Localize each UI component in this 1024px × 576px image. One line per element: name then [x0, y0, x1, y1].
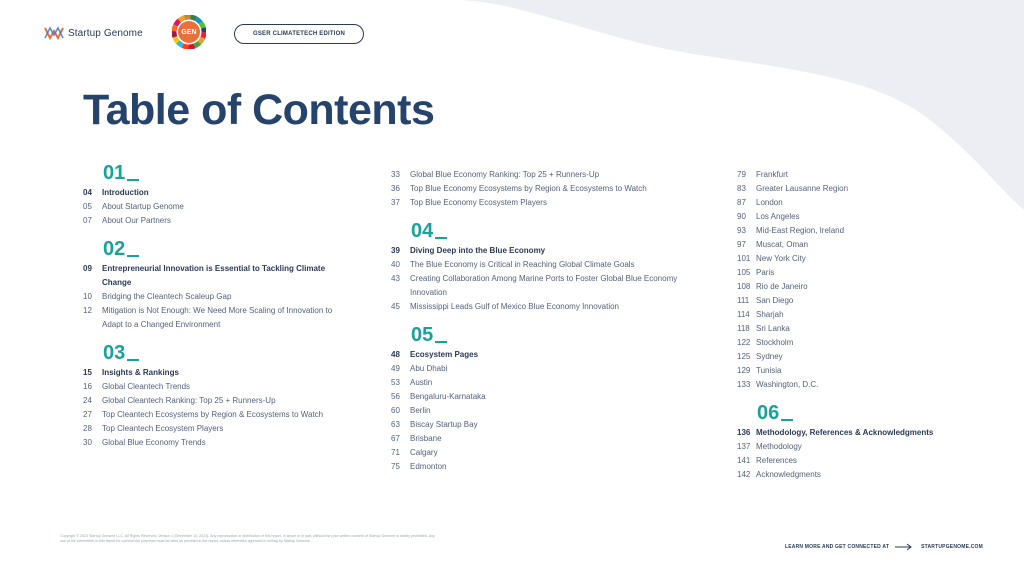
toc-page-number: 45: [391, 302, 400, 311]
toc-entry[interactable]: [737, 168, 997, 182]
copyright-text: Copyright © 2023 Startup Genome LLC. All Rights Reserved. Version 1 (December 14, 2023). Any reproduction or distribution of this report, in whole or in part, without the prior written consent of Startup Genome is strictly prohibited. Any use of the information in this report for commercial purposes must be cited as provided in the report, unless otherwise approved in writing by Startup Genome.: [60, 534, 435, 543]
toc-page-number: 33: [391, 170, 400, 179]
toc-page-number: 28: [83, 424, 92, 433]
brand-name: Startup Genome: [68, 27, 143, 39]
toc-entry-title: Calgary: [410, 448, 438, 457]
toc-entry-title: Los Angeles: [756, 212, 800, 221]
toc-entry[interactable]: [391, 376, 691, 390]
toc-entry[interactable]: [737, 322, 997, 336]
toc-entry[interactable]: [737, 210, 997, 224]
toc-entry[interactable]: [391, 432, 691, 446]
section-number-label: 01: [103, 162, 126, 184]
toc-page-number: 83: [737, 184, 746, 193]
toc-entry[interactable]: [737, 252, 997, 266]
toc-entry-title: Top Cleantech Ecosystem Players: [102, 424, 224, 433]
toc-page-number: 97: [737, 240, 746, 249]
toc-page-number: 37: [391, 198, 400, 207]
toc-page-number: 49: [391, 364, 400, 373]
toc-page-number: 75: [391, 462, 400, 471]
toc-page-number: 43: [391, 274, 400, 283]
toc-entry[interactable]: [737, 454, 997, 468]
toc-page-number: 93: [737, 226, 746, 235]
toc-page-number: 05: [83, 202, 92, 211]
toc-column-2: [391, 168, 691, 474]
toc-entry[interactable]: [83, 290, 333, 304]
toc-entry-title: Mitigation is Not Enough: We Need More Scaling of Innovation to Adapt to a Changed Environment: [102, 306, 333, 329]
toc-page-number: 136: [737, 428, 751, 437]
toc-entry-title: Biscay Startup Bay: [410, 420, 478, 429]
toc-section-heading[interactable]: [83, 262, 333, 290]
section-number: [757, 400, 997, 426]
toc-section-heading[interactable]: [737, 426, 997, 440]
toc-entry[interactable]: [83, 200, 333, 214]
toc-entry-title: Frankfurt: [756, 170, 789, 179]
arrow-right-icon: [895, 543, 915, 551]
toc-entry-title: Sharjah: [756, 310, 784, 319]
startup-genome-mark-icon: [44, 26, 64, 40]
toc-entry-title: Top Blue Economy Ecosystems by Region & Ecosystems to Watch: [410, 184, 647, 193]
toc-page-number: 07: [83, 216, 92, 225]
toc-entry[interactable]: [391, 404, 691, 418]
toc-page-number: 101: [737, 254, 751, 263]
toc-entry-title: Methodology: [756, 442, 802, 451]
toc-entry-title: Global Cleantech Trends: [102, 382, 191, 391]
toc-entry-title: Sri Lanka: [756, 324, 790, 333]
toc-entry[interactable]: [737, 280, 997, 294]
toc-entry[interactable]: [737, 294, 997, 308]
toc-entry[interactable]: [737, 238, 997, 252]
section-underscore: [127, 179, 139, 181]
toc-page-number: 16: [83, 382, 92, 391]
toc-entry[interactable]: [83, 408, 333, 422]
toc-section-heading[interactable]: [391, 244, 691, 258]
section-number-label: 03: [103, 342, 126, 364]
section-number: [103, 236, 333, 262]
toc-page-number: 63: [391, 420, 400, 429]
toc-entry[interactable]: [391, 258, 691, 272]
toc-page-number: 125: [737, 352, 751, 361]
toc-column-1: [83, 160, 333, 450]
section-number: [411, 218, 691, 244]
section-number: [103, 340, 333, 366]
toc-page-number: 24: [83, 396, 92, 405]
cta-text: LEARN MORE AND GET CONNECTED AT: [785, 544, 890, 550]
toc-page-number: 114: [737, 310, 750, 319]
toc-page-number: 09: [83, 264, 92, 273]
edition-badge: GSER CLIMATETECH EDITION: [234, 24, 364, 44]
toc-entry[interactable]: [737, 468, 997, 482]
toc-page-number: 10: [83, 292, 92, 301]
toc-entry-title: Edmonton: [410, 462, 447, 471]
toc-entry-title: Bridging the Cleantech Scaleup Gap: [102, 292, 232, 301]
toc-entry[interactable]: [737, 336, 997, 350]
section-number-label: 04: [411, 220, 434, 242]
toc-entry-title: The Blue Economy is Critical in Reaching Global Climate Goals: [410, 260, 635, 269]
toc-page-number: 118: [737, 324, 750, 333]
toc-entry[interactable]: [737, 196, 997, 210]
toc-entry-title: Ecosystem Pages: [410, 350, 479, 359]
gen-label: GEN: [181, 28, 197, 36]
toc-entry[interactable]: [391, 390, 691, 404]
toc-entry-title: Global Blue Economy Ranking: Top 25 + Runners-Up: [410, 170, 600, 179]
toc-entry-title: Methodology, References & Acknowledgments: [756, 428, 934, 437]
toc-entry[interactable]: [737, 350, 997, 364]
toc-page-number: 53: [391, 378, 400, 387]
toc-page-number: 137: [737, 442, 751, 451]
toc-entry-title: London: [756, 198, 783, 207]
toc-entry[interactable]: [391, 182, 691, 196]
toc-entry[interactable]: [83, 214, 333, 228]
toc-page-number: 133: [737, 380, 751, 389]
toc-entry-title: Top Cleantech Ecosystems by Region & Ecosystems to Watch: [102, 410, 324, 419]
toc-entry[interactable]: [391, 446, 691, 460]
toc-entry-title: References: [756, 456, 797, 465]
section-number: [411, 322, 691, 348]
toc-entry-title: Brisbane: [410, 434, 442, 443]
toc-entry-title: Berlin: [410, 406, 431, 415]
toc-entry-title: Acknowledgments: [756, 470, 821, 479]
toc-entry-title: Abu Dhabi: [410, 364, 448, 373]
toc-page-number: 108: [737, 282, 751, 291]
toc-entry-title: Insights & Rankings: [102, 368, 179, 377]
toc-entry[interactable]: [737, 224, 997, 238]
toc-entry-title: Rio de Janeiro: [756, 282, 808, 291]
toc-page-number: 04: [83, 188, 92, 197]
toc-entry[interactable]: [391, 418, 691, 432]
toc-page-number: 48: [391, 350, 400, 359]
header: [44, 18, 346, 48]
toc-entry-title: Paris: [756, 268, 775, 277]
section-underscore: [435, 341, 447, 343]
toc-entry-title: Bengaluru-Karnataka: [410, 392, 486, 401]
toc-entry-title: Muscat, Oman: [756, 240, 809, 249]
toc-entry[interactable]: [391, 460, 691, 474]
toc-entry[interactable]: [737, 378, 997, 392]
section-number-label: 02: [103, 238, 126, 260]
toc-entry[interactable]: [391, 362, 691, 376]
toc-entry-title: Diving Deep into the Blue Economy: [410, 246, 546, 255]
toc-page-number: 15: [83, 368, 92, 377]
toc-entry[interactable]: [737, 364, 997, 378]
toc-page-number: 56: [391, 392, 400, 401]
toc-entry-title: Stockholm: [756, 338, 794, 347]
toc-entry-title: Global Blue Economy Trends: [102, 438, 206, 447]
toc-entry[interactable]: [83, 422, 333, 436]
toc-page-number: 111: [737, 296, 750, 305]
toc-page-number: 122: [737, 338, 751, 347]
toc-page-number: 36: [391, 184, 400, 193]
toc-entry[interactable]: [391, 168, 691, 182]
toc-page-number: 105: [737, 268, 751, 277]
toc-entry[interactable]: [83, 304, 333, 332]
startup-genome-logo[interactable]: [44, 26, 143, 40]
toc-entry[interactable]: [737, 182, 997, 196]
toc-page-number: 142: [737, 470, 751, 479]
toc-page-number: 40: [391, 260, 400, 269]
toc-entry-title: About Our Partners: [102, 216, 171, 225]
toc-page-number: 141: [737, 456, 751, 465]
toc-entry-title: New York City: [756, 254, 806, 263]
toc-entry[interactable]: [391, 300, 691, 314]
toc-entry-title: About Startup Genome: [102, 202, 184, 211]
toc-entry-title: Tunisia: [756, 366, 782, 375]
toc-entry[interactable]: [391, 196, 691, 210]
toc-entry-title: Greater Lausanne Region: [756, 184, 849, 193]
toc-page-number: 79: [737, 170, 746, 179]
toc-page-number: 12: [83, 306, 92, 315]
toc-entry-title: San Diego: [756, 296, 794, 305]
toc-page-number: 67: [391, 434, 400, 443]
toc-entry-title: Global Cleantech Ranking: Top 25 + Runners-Up: [102, 396, 276, 405]
toc-entry-title: Mid-East Region, Ireland: [756, 226, 845, 235]
toc-entry-title: Sydney: [756, 352, 783, 361]
cta-link[interactable]: STARTUPGENOME.COM: [921, 544, 983, 550]
toc-page-number: 60: [391, 406, 400, 415]
toc-page-number: 87: [737, 198, 746, 207]
toc-entry-title: Introduction: [102, 188, 149, 197]
toc-column-3: [737, 168, 997, 482]
section-underscore: [127, 255, 139, 257]
toc-entry[interactable]: [391, 272, 691, 300]
toc-page-number: 39: [391, 246, 400, 255]
toc-entry-title: Top Blue Economy Ecosystem Players: [410, 198, 547, 207]
section-underscore: [127, 359, 139, 361]
section-number: [103, 160, 333, 186]
toc-entry-title: Entrepreneurial Innovation is Essential to Tackling Climate Change: [102, 264, 326, 287]
toc-entry[interactable]: [83, 394, 333, 408]
toc-entry-title: Creating Collaboration Among Marine Ports to Foster Global Blue Economy Innovation: [410, 274, 678, 297]
section-underscore: [435, 237, 447, 239]
toc-section-heading[interactable]: [391, 348, 691, 362]
toc-entry[interactable]: [737, 308, 997, 322]
toc-section-heading[interactable]: [83, 186, 333, 200]
section-number-label: 06: [757, 402, 780, 424]
section-underscore: [781, 419, 793, 421]
toc-entry-title: Washington, D.C.: [756, 380, 819, 389]
toc-entry-title: Austin: [410, 378, 433, 387]
footer-cta[interactable]: [785, 543, 983, 551]
toc-page-number: 71: [391, 448, 400, 457]
toc-entry[interactable]: [83, 436, 333, 450]
toc-page-number: 27: [83, 410, 92, 419]
toc-page-number: 90: [737, 212, 746, 221]
toc-section-heading[interactable]: [83, 366, 333, 380]
gen-logo[interactable]: [172, 15, 206, 49]
toc-page-number: 30: [83, 438, 92, 447]
page-title: Table of Contents: [83, 86, 435, 134]
section-number-label: 05: [411, 324, 434, 346]
toc-entry[interactable]: [83, 380, 333, 394]
toc-entry[interactable]: [737, 440, 997, 454]
toc-entry-title: Mississippi Leads Gulf of Mexico Blue Economy Innovation: [410, 302, 619, 311]
toc-entry[interactable]: [737, 266, 997, 280]
toc-page-number: 129: [737, 366, 751, 375]
